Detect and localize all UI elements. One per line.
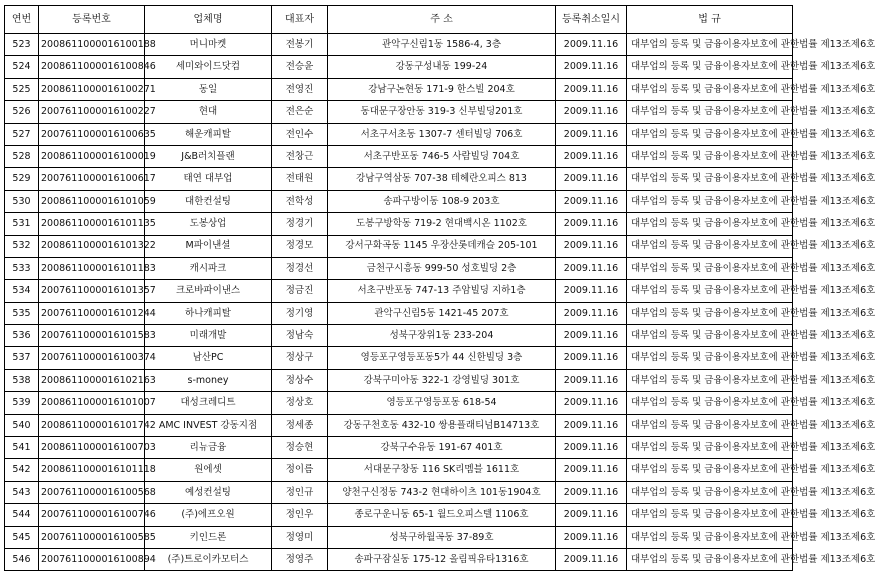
cell-company: 예성컨설팅 [145,481,272,503]
cell-cancel-date: 2009.11.16 [556,392,627,414]
cell-address: 강동구성내동 199-24 [328,56,556,78]
cell-cancel-date: 2009.11.16 [556,168,627,190]
table-row [5,56,793,78]
cell-reg-number: 2008611000016100019 [39,145,145,167]
cell-law: 대부업의 등록 및 금융이용자보호에 관한법률 제13조제6호 [627,369,793,391]
cell-law: 대부업의 등록 및 금융이용자보호에 관한법률 제13조제6호 [627,437,793,459]
cell-reg-number: 2007611000016100374 [39,347,145,369]
cell-seq: 529 [5,168,39,190]
table-row [5,325,793,347]
cell-address: 영등포구영등포동5가 44 신한빌딩 3층 [328,347,556,369]
cell-reg-number: 2007611000016101357 [39,280,145,302]
cell-law: 대부업의 등록 및 금융이용자보호에 관한법률 제13조제6호 [627,548,793,570]
table-row [5,257,793,279]
cell-reg-number: 2008611000016101118 [39,459,145,481]
cell-reg-number: 2007611000016100585 [39,526,145,548]
cell-reg-number: 2007611000016100635 [39,123,145,145]
cell-seq: 534 [5,280,39,302]
cell-company: 해운캐피탈 [145,123,272,145]
cell-reg-number: 2008611000016101322 [39,235,145,257]
cell-cancel-date: 2009.11.16 [556,437,627,459]
cell-seq: 527 [5,123,39,145]
table-row [5,459,793,481]
table-row [5,213,793,235]
cell-representative: 정상수 [272,369,328,391]
cell-reg-number: 2008611000016100271 [39,78,145,100]
cell-representative: 전학성 [272,190,328,212]
cell-law: 대부업의 등록 및 금융이용자보호에 관한법률 제13조제6호 [627,101,793,123]
header-company: 업체명 [145,6,272,34]
cell-company: (주)트로이카모터스 [145,548,272,570]
cell-reg-number: 2008611000016100703 [39,437,145,459]
cell-reg-number: 2008611000016101183 [39,257,145,279]
cell-address: 송파구방이동 108-9 203호 [328,190,556,212]
table-row [5,392,793,414]
cell-reg-number: 2008611000016102163 [39,369,145,391]
cell-law: 대부업의 등록 및 금융이용자보호에 관한법률 제13조제6호 [627,302,793,324]
cell-cancel-date: 2009.11.16 [556,414,627,436]
cell-cancel-date: 2009.11.16 [556,123,627,145]
cell-address: 금천구시흥동 999-50 성호빌딩 2층 [328,257,556,279]
cell-cancel-date: 2009.11.16 [556,101,627,123]
cell-cancel-date: 2009.11.16 [556,302,627,324]
table-row [5,302,793,324]
table-row [5,347,793,369]
cell-company: 미래개발 [145,325,272,347]
cell-company: 키인드론 [145,526,272,548]
cell-representative: 전태원 [272,168,328,190]
cell-company: 머니마켓 [145,34,272,56]
cell-address: 영등포구영등포동 618-54 [328,392,556,414]
cell-reg-number: 2007611000016100894 [39,548,145,570]
cell-representative: 전은순 [272,101,328,123]
cell-address: 강서구화곡동 1145 우장산롯데캐슬 205-101 [328,235,556,257]
cell-law: 대부업의 등록 및 금융이용자보호에 관한법률 제13조제6호 [627,414,793,436]
cell-representative: 정경기 [272,213,328,235]
cell-company: 리뉴금융 [145,437,272,459]
registry-sheet [4,5,875,571]
cell-company: (주)에프오원 [145,504,272,526]
cell-seq: 537 [5,347,39,369]
cell-representative: 정승현 [272,437,328,459]
cell-company: 크로바파이낸스 [145,280,272,302]
cell-representative: 정세종 [272,414,328,436]
table-row [5,190,793,212]
cell-law: 대부업의 등록 및 금융이용자보호에 관한법률 제13조제6호 [627,213,793,235]
cell-representative: 정영주 [272,548,328,570]
cell-representative: 정이름 [272,459,328,481]
table-row [5,414,793,436]
cell-seq: 532 [5,235,39,257]
cell-address: 관악구신림5동 1421-45 207호 [328,302,556,324]
cell-reg-number: 2007611000016100568 [39,481,145,503]
cell-seq: 533 [5,257,39,279]
header-row [5,6,793,34]
table-row [5,526,793,548]
cell-seq: 531 [5,213,39,235]
cell-seq: 528 [5,145,39,167]
cell-reg-number: 2007611000016100227 [39,101,145,123]
cell-representative: 전승윤 [272,56,328,78]
cell-cancel-date: 2009.11.16 [556,56,627,78]
cell-reg-number: 2008611000016101135 [39,213,145,235]
cell-law: 대부업의 등록 및 금융이용자보호에 관한법률 제13조제6호 [627,145,793,167]
cell-representative: 정인우 [272,504,328,526]
cell-representative: 정영미 [272,526,328,548]
cell-cancel-date: 2009.11.16 [556,369,627,391]
registry-table [4,5,875,571]
header-reg-number: 등록번호 [39,6,145,34]
cell-cancel-date: 2009.11.16 [556,459,627,481]
cell-law: 대부업의 등록 및 금융이용자보호에 관한법률 제13조제6호 [627,325,793,347]
cell-address: 양천구신정동 743-2 현대하이츠 101동1904호 [328,481,556,503]
table-row [5,145,793,167]
cell-seq: 544 [5,504,39,526]
cell-reg-number: 2008611000016100188 [39,34,145,56]
cell-representative: 정기영 [272,302,328,324]
cell-law: 대부업의 등록 및 금융이용자보호에 관한법률 제13조제6호 [627,56,793,78]
cell-reg-number: 2007611000016100746 [39,504,145,526]
cell-seq: 523 [5,34,39,56]
table-row [5,437,793,459]
cell-law: 대부업의 등록 및 금융이용자보호에 관한법률 제13조제6호 [627,347,793,369]
header-law: 법 규 [627,6,793,34]
cell-reg-number: 2007611000016101244 [39,302,145,324]
cell-reg-number: 2007611000016101583 [39,325,145,347]
cell-cancel-date: 2009.11.16 [556,347,627,369]
cell-address: 동대문구장안동 319-3 신부빌딩201호 [328,101,556,123]
cell-address: 성북구장위1동 233-204 [328,325,556,347]
cell-address: 관악구신림1동 1586-4, 3층 [328,34,556,56]
cell-law: 대부업의 등록 및 금융이용자보호에 관한법률 제13조제6호 [627,78,793,100]
cell-company: 대성크레디트 [145,392,272,414]
cell-law: 대부업의 등록 및 금융이용자보호에 관한법률 제13조제6호 [627,34,793,56]
cell-address: 강북구미아동 322-1 강영빌딩 301호 [328,369,556,391]
cell-company: AMC INVEST 강동지점 [145,414,272,436]
cell-cancel-date: 2009.11.16 [556,34,627,56]
cell-company: 대한컨설팅 [145,190,272,212]
cell-company: M파이낸셜 [145,235,272,257]
cell-reg-number: 2008611000016100846 [39,56,145,78]
table-row [5,168,793,190]
cell-seq: 530 [5,190,39,212]
cell-reg-number: 2008611000016101059 [39,190,145,212]
cell-seq: 539 [5,392,39,414]
cell-cancel-date: 2009.11.16 [556,235,627,257]
cell-cancel-date: 2009.11.16 [556,213,627,235]
cell-address: 강남구역삼동 707-38 테헤란오피스 813 [328,168,556,190]
cell-seq: 526 [5,101,39,123]
cell-representative: 전봉기 [272,34,328,56]
cell-company: 동일 [145,78,272,100]
cell-company: J&B러치플랜 [145,145,272,167]
table-row [5,280,793,302]
cell-cancel-date: 2009.11.16 [556,325,627,347]
cell-address: 서대문구창동 116 SK리멤블 1611호 [328,459,556,481]
table-row [5,235,793,257]
cell-law: 대부업의 등록 및 금융이용자보호에 관한법률 제13조제6호 [627,481,793,503]
cell-company: 세미와이드닷컴 [145,56,272,78]
cell-law: 대부업의 등록 및 금융이용자보호에 관한법률 제13조제6호 [627,526,793,548]
cell-cancel-date: 2009.11.16 [556,481,627,503]
cell-seq: 525 [5,78,39,100]
cell-cancel-date: 2009.11.16 [556,280,627,302]
table-row [5,101,793,123]
cell-address: 강남구논현동 171-9 한스빌 204호 [328,78,556,100]
cell-seq: 524 [5,56,39,78]
cell-law: 대부업의 등록 및 금융이용자보호에 관한법률 제13조제6호 [627,504,793,526]
cell-seq: 538 [5,369,39,391]
cell-cancel-date: 2009.11.16 [556,190,627,212]
cell-reg-number: 2007611000016100617 [39,168,145,190]
cell-address: 강동구천호동 432-10 쌍용플래티넘B14713호 [328,414,556,436]
cell-representative: 정경모 [272,235,328,257]
cell-representative: 정경선 [272,257,328,279]
cell-seq: 542 [5,459,39,481]
cell-law: 대부업의 등록 및 금융이용자보호에 관한법률 제13조제6호 [627,168,793,190]
table-row [5,34,793,56]
cell-law: 대부업의 등록 및 금융이용자보호에 관한법률 제13조제6호 [627,190,793,212]
cell-address: 강북구수유동 191-67 401호 [328,437,556,459]
cell-representative: 전창근 [272,145,328,167]
cell-company: 남산PC [145,347,272,369]
table-row [5,481,793,503]
cell-seq: 543 [5,481,39,503]
cell-representative: 정상호 [272,392,328,414]
cell-address: 서초구반포동 746-5 사람빌딩 704호 [328,145,556,167]
cell-representative: 정인규 [272,481,328,503]
cell-cancel-date: 2009.11.16 [556,145,627,167]
cell-seq: 540 [5,414,39,436]
cell-address: 송파구잠실동 175-12 올림픽유타1316호 [328,548,556,570]
table-row [5,123,793,145]
cell-law: 대부업의 등록 및 금융이용자보호에 관한법률 제13조제6호 [627,459,793,481]
cell-law: 대부업의 등록 및 금융이용자보호에 관한법률 제13조제6호 [627,392,793,414]
cell-representative: 정상구 [272,347,328,369]
cell-address: 서초구반포동 747-13 주암빌딩 지하1층 [328,280,556,302]
cell-company: 태연 대부업 [145,168,272,190]
header-address: 주 소 [328,6,556,34]
cell-seq: 535 [5,302,39,324]
table-row [5,548,793,570]
header-cancel-date: 등록취소일시 [556,6,627,34]
cell-representative: 정금진 [272,280,328,302]
cell-cancel-date: 2009.11.16 [556,504,627,526]
cell-seq: 536 [5,325,39,347]
cell-address: 종로구운니동 65-1 월드오피스텔 1106호 [328,504,556,526]
table-body [5,34,875,571]
header-representative: 대표자 [272,6,328,34]
cell-seq: 541 [5,437,39,459]
table-row [5,504,793,526]
cell-seq: 545 [5,526,39,548]
cell-seq: 546 [5,548,39,570]
cell-address: 성북구하월곡동 37-89호 [328,526,556,548]
cell-law: 대부업의 등록 및 금융이용자보호에 관한법률 제13조제6호 [627,257,793,279]
cell-representative: 전인수 [272,123,328,145]
cell-cancel-date: 2009.11.16 [556,257,627,279]
cell-representative: 정남숙 [272,325,328,347]
header-seq: 연번 [5,6,39,34]
cell-reg-number: 2008611000016101742 [39,414,145,436]
cell-law: 대부업의 등록 및 금융이용자보호에 관한법률 제13조제6호 [627,123,793,145]
cell-address: 서초구서초동 1307-7 센터빌딩 706호 [328,123,556,145]
cell-cancel-date: 2009.11.16 [556,548,627,570]
cell-reg-number: 2008611000016101007 [39,392,145,414]
cell-representative: 전영진 [272,78,328,100]
cell-company: s-money [145,369,272,391]
table-row [5,369,793,391]
cell-company: 하나캐피탈 [145,302,272,324]
table-row [5,78,793,100]
cell-company: 현대 [145,101,272,123]
cell-cancel-date: 2009.11.16 [556,78,627,100]
cell-company: 도봉상업 [145,213,272,235]
cell-company: 캐시파크 [145,257,272,279]
cell-company: 원에셋 [145,459,272,481]
cell-law: 대부업의 등록 및 금융이용자보호에 관한법률 제13조제6호 [627,280,793,302]
cell-cancel-date: 2009.11.16 [556,526,627,548]
cell-law: 대부업의 등록 및 금융이용자보호에 관한법률 제13조제6호 [627,235,793,257]
cell-address: 도봉구방학동 719-2 현대백시온 1102호 [328,213,556,235]
